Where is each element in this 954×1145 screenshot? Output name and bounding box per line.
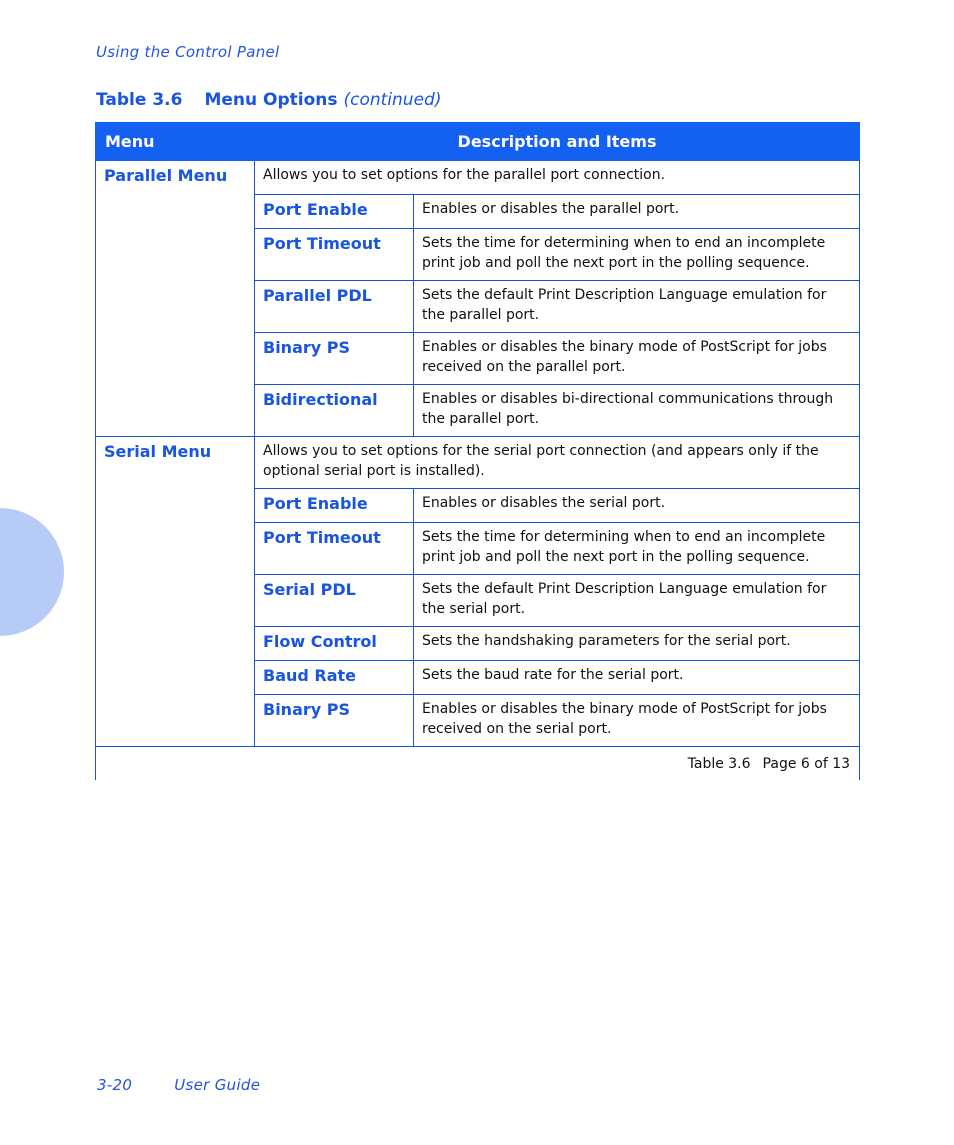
item-description: Enables or disables the binary mode of PostScript for jobs received on the parallel port. <box>414 333 860 385</box>
page-number: 3-20 <box>97 1076 133 1094</box>
item-name: Port Enable <box>255 195 414 229</box>
table-title: Menu Options <box>204 90 338 110</box>
menu-description: Allows you to set options for the parallel port connection. <box>255 161 860 195</box>
table-footer <box>96 747 860 781</box>
page-footer <box>97 1076 260 1094</box>
item-description: Enables or disables the parallel port. <box>414 195 860 229</box>
item-description: Enables or disables the binary mode of PostScript for jobs received on the serial port. <box>414 695 860 747</box>
table-row <box>96 161 860 195</box>
item-name: Binary PS <box>255 695 414 747</box>
menu-description: Allows you to set options for the serial port connection (and appears only if the optional serial port is installed). <box>255 437 860 489</box>
item-description: Enables or disables the serial port. <box>414 489 860 523</box>
item-name: Serial PDL <box>255 575 414 627</box>
table-caption <box>96 90 441 110</box>
item-name: Port Enable <box>255 489 414 523</box>
item-name: Bidirectional <box>255 385 414 437</box>
footer-table-ref: Table 3.6 <box>687 755 751 772</box>
item-name: Port Timeout <box>255 229 414 281</box>
item-name: Parallel PDL <box>255 281 414 333</box>
item-description: Sets the default Print Description Language emulation for the serial port. <box>414 575 860 627</box>
chapter-thumb-tab <box>0 508 64 636</box>
menu-parallel: Parallel Menu <box>96 161 255 437</box>
doc-title: User Guide <box>174 1076 261 1094</box>
item-description: Sets the time for determining when to end an incomplete print job and poll the next port in the polling sequence. <box>414 229 860 281</box>
running-header: Using the Control Panel <box>96 43 280 61</box>
table-footer-row <box>96 747 860 781</box>
menu-serial: Serial Menu <box>96 437 255 747</box>
header-menu: Menu <box>96 123 255 161</box>
table-header-row <box>96 123 860 161</box>
table-continued: (continued) <box>343 90 442 110</box>
menu-options-table <box>95 122 860 780</box>
item-description: Sets the time for determining when to end an incomplete print job and poll the next port in the polling sequence. <box>414 523 860 575</box>
item-name: Port Timeout <box>255 523 414 575</box>
item-name: Binary PS <box>255 333 414 385</box>
item-description: Sets the baud rate for the serial port. <box>414 661 860 695</box>
item-description: Sets the default Print Description Language emulation for the parallel port. <box>414 281 860 333</box>
item-description: Sets the handshaking parameters for the serial port. <box>414 627 860 661</box>
item-description: Enables or disables bi-directional communications through the parallel port. <box>414 385 860 437</box>
table-row <box>96 437 860 489</box>
item-name: Baud Rate <box>255 661 414 695</box>
header-description: Description and Items <box>255 123 860 161</box>
item-name: Flow Control <box>255 627 414 661</box>
footer-page-count: Page 6 of 13 <box>762 755 851 772</box>
table-number: Table 3.6 <box>96 90 183 110</box>
